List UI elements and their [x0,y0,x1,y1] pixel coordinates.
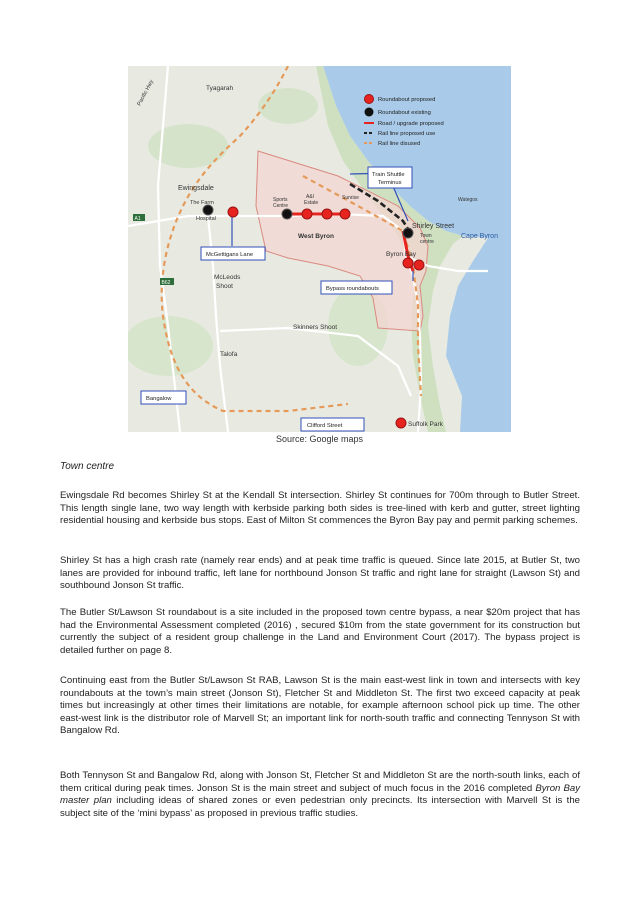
callout-train-shuttle: Train Shuttle [372,172,405,178]
label-cape-byron: Cape Byron [461,233,498,240]
label-wategos: Wategos [458,197,478,203]
google-map [128,66,511,432]
label-skinners-shoot: Skinners Shoot [293,324,338,331]
legend-rail-disused: Rail line disused [378,141,421,147]
paragraph-5-start: Both Tennyson St and Bangalow Rd, along with Jonson St, Fletcher St and Middleton St are the north-south links, each of them critical during peak times. Jonson St is the main street and subject of much focus in the 2016 completed [60,770,580,794]
callout-mcgettigans-lane: McGettigans Lane [206,252,254,258]
label-mcleods: McLeods [214,274,241,281]
label-byron-bay: Byron Bay [386,251,416,258]
paragraph-5 [60,770,580,820]
label-west-byron: West Byron [298,233,334,240]
master-plan-title: Byron Bay master plan [60,782,580,807]
label-farm: The Farm [190,200,214,206]
label-ewingsdale: Ewingsdale [178,185,214,192]
paragraph-3: The Butler St/Lawson St roundabout is a site included in the proposed town centre bypass, a near $20m project that has had the Environmental Assessment completed (2016) , secured $10m from the state government for its construction but currently the subject of a resident group challenge in the Land and Environment Court (2017). The bypass project is detailed further on page 8. [60,607,580,656]
road-marker-a1: A1 [134,216,141,222]
legend-existing: Roundabout existing [378,110,431,116]
legend-road: Road / upgrade proposed [378,121,444,127]
map-caption: Source: Google maps [275,434,364,444]
paragraph-2: Shirley St has a high crash rate (namely rear ends) and at peak time traffic is queued. Since late 2015, at Butler St, two lanes are provided for inbound traffic, left lane for northbound Jonson St traffic and right lane for straight (Lawson St) and southbound Jonson St traffic. [60,555,580,592]
paragraph-5-end: including ideas of shared zones or even pedestrian only precincts. Its intersection with Marvell St is the subject site of the ‘mini bypass’ as proposed in previous traffic studies. [60,795,581,819]
label-hospital: Hospital [196,216,216,222]
label-town-centre: centre [420,239,434,245]
callout-clifford-street: Clifford Street [307,423,343,429]
label-ai: A&I [306,194,315,200]
callout-bangalow: Bangalow [146,396,172,402]
label-sunrise: Sunrise [342,195,359,201]
label-sports: Sports [273,197,288,203]
legend-rail-proposed: Rail line proposed use [378,131,436,137]
label-suffolk-park: Suffolk Park [408,421,443,428]
label-pacific-hwy: Pacific Hwy [136,79,156,107]
label-estate: Estate [304,200,319,206]
label-talofa: Talofa [220,351,238,358]
label-shoot: Shoot [216,283,233,290]
label-town: Town [420,233,432,239]
paragraph-1: Ewingsdale Rd becomes Shirley St at the Kendall St intersection. Shirley St continues for 700m through to Butler Street. This length single lane, two way length with kerbside parking both sides is tree-lined with kerb and gutter, street lighting residential housing and kerbside bus stops. East of Milton St commences the Byron Bay pay and permit parking schemes. [60,490,580,527]
section-heading: Town centre [60,461,115,472]
label-tyagarah: Tyagarah [206,85,234,92]
map-figure [128,66,511,432]
label-shirley-street: Shirley Street [412,223,455,230]
road-marker-b62: B62 [161,280,171,286]
legend-proposed: Roundabout proposed [378,97,436,103]
paragraph-4: Continuing east from the Butler St/Lawson St RAB, Lawson St is the main east-west link in town and intersects with key roundabouts at the town’s main street (Jonson St), Fletcher St and Middleton St. The first two exceed capacity at peak times but increasingly at other times their limitations are notable, for example afternoon school pick up time. The other east-west link is the distributor role of Marvell St; an important link for north-south traffic and connecting Tennyson St with Bangalow Rd. [60,675,580,737]
label-centre: Centre [273,203,289,209]
callout-terminus: Terminus [378,180,402,186]
callout-bypass-roundabouts: Bypass roundabouts [326,286,379,292]
